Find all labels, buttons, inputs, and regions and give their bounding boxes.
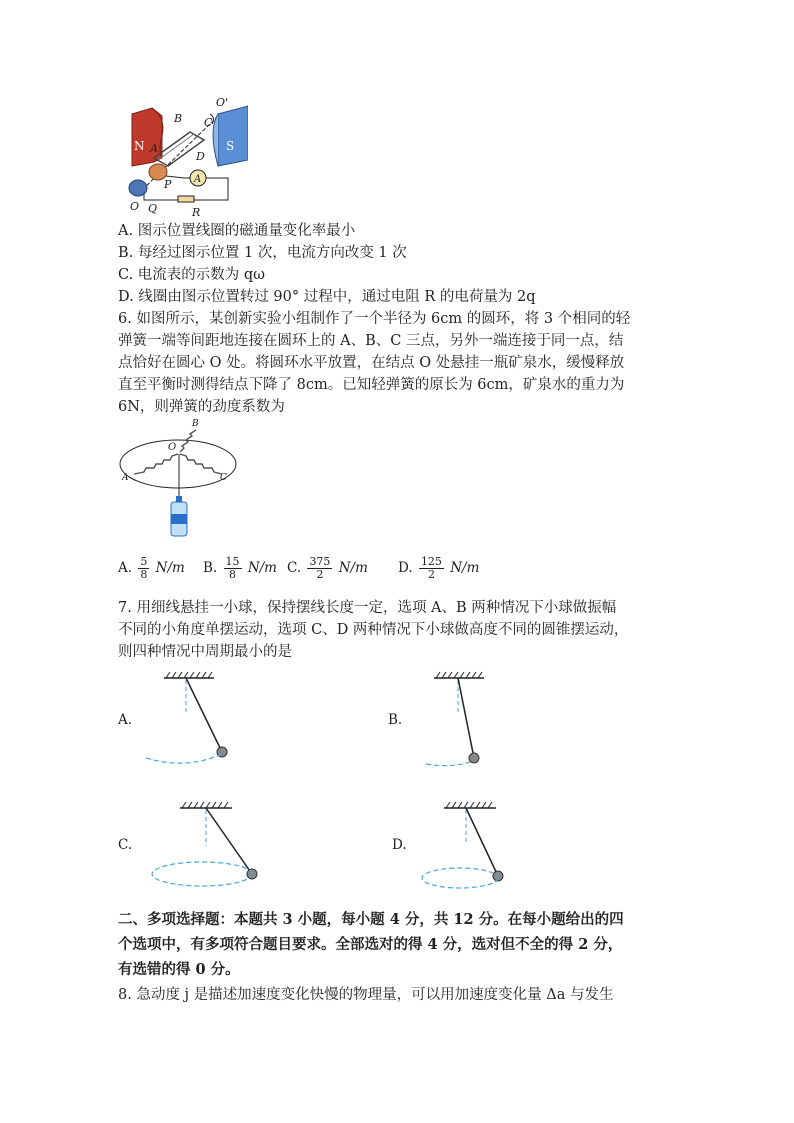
fraction-denominator: 2 — [316, 568, 324, 581]
q7-option-b-label: B. — [388, 712, 403, 728]
fraction — [307, 556, 332, 581]
fig5-label: P — [164, 178, 172, 191]
fig5-label: D — [196, 150, 205, 163]
pendulum-figure-a — [146, 670, 246, 770]
unit: N/m — [247, 560, 277, 576]
q8-text-line: 8. 急动度 j 是描述加速度变化快慢的物理量，可以用加速度变化量 Δa 与发生 — [118, 987, 614, 1003]
q5-option-c: C. 电流表的示数为 qω — [118, 267, 266, 283]
fig5-label: N — [134, 139, 145, 153]
fig5-label: O — [130, 200, 140, 213]
q6-text-line: 6N，则弹簧的劲度系数为 — [118, 399, 285, 415]
unit: N/m — [450, 560, 480, 576]
pendulum-figure-d — [420, 800, 520, 892]
option-label: D. — [398, 560, 413, 576]
fraction-numerator: 125 — [420, 555, 442, 568]
unit: N/m — [338, 560, 368, 576]
pendulum-figure-b — [420, 670, 520, 770]
fig5-label: S — [226, 139, 235, 153]
fig6-label: B — [192, 419, 199, 429]
q7-text-line: 7. 用细线悬挂一小球，保持摆线长度一定，选项 A、B 两种情况下小球做振幅 — [118, 600, 617, 616]
q6-option-c — [287, 556, 368, 581]
fraction-denominator: 2 — [427, 568, 435, 581]
section2-heading-line: 个选项中，有多项符合题目要求。全部选对的得 4 分，选对但不全的得 2 分， — [118, 936, 623, 953]
section2-heading-line: 二、多项选择题：本题共 3 小题，每小题 4 分，共 12 分。在每小题给出的四 — [118, 911, 624, 928]
q7-option-a-label: A. — [118, 712, 133, 728]
generator-figure — [118, 96, 248, 220]
q6-option-d — [398, 556, 479, 581]
q7-option-c-label: C. — [118, 837, 133, 853]
fraction-denominator: 8 — [140, 568, 148, 581]
fig5-label: A — [150, 142, 158, 155]
fig5-label: O' — [216, 96, 229, 109]
spring-ring-figure — [116, 418, 244, 542]
option-label: B. — [203, 560, 218, 576]
option-label: C. — [287, 560, 302, 576]
q5-option-d: D. 线圈由图示位置转过 90° 过程中，通过电阻 R 的电荷量为 2q — [118, 289, 536, 305]
fraction-denominator: 8 — [229, 568, 237, 581]
q6-text-line: 点恰好在圆心 O 处。将圆环水平放置，在结点 O 处悬挂一瓶矿泉水，缓慢释放 — [118, 355, 625, 371]
fig5-label: R — [192, 206, 201, 219]
fig5-label: A — [194, 174, 202, 185]
unit: N/m — [155, 560, 185, 576]
fraction-numerator: 375 — [309, 555, 331, 568]
fraction-numerator: 5 — [140, 555, 148, 568]
fig6-label: A — [122, 473, 129, 483]
fig5-label: B — [174, 112, 183, 125]
q6-text-line: 直至平衡时测得结点下降了 8cm。已知轻弹簧的原长为 6cm，矿泉水的重力为 — [118, 377, 625, 393]
fraction-numerator: 15 — [225, 555, 240, 568]
q5-option-a: A. 图示位置线圈的磁通量变化率最小 — [118, 223, 356, 239]
q7-text-line: 不同的小角度单摆运动，选项 C、D 两种情况下小球做高度不同的圆锥摆运动， — [118, 622, 629, 638]
q5-option-b: B. 每经过图示位置 1 次，电流方向改变 1 次 — [118, 245, 407, 261]
q6-text-line: 6. 如图所示，某创新实验小组制作了一个半径为 6cm 的圆环，将 3 个相同的轻 — [118, 311, 631, 327]
fraction — [419, 556, 444, 581]
fraction — [224, 556, 242, 581]
fig6-label: C — [220, 473, 227, 483]
q7-text-line: 则四种情况中周期最小的是 — [118, 644, 292, 660]
fraction — [138, 556, 149, 581]
q6-option-b — [203, 556, 277, 581]
pendulum-figure-c — [150, 800, 270, 892]
section2-heading-line: 有选错的得 0 分。 — [118, 961, 240, 978]
fig5-label: Q — [148, 202, 158, 215]
fig5-label: C — [204, 116, 213, 129]
option-label: A. — [118, 560, 133, 576]
q6-option-a — [118, 556, 185, 581]
q7-option-d-label: D. — [392, 837, 407, 853]
q6-text-line: 弹簧一端等间距地连接在圆环上的 A、B、C 三点，另外一端连接于同一点，结 — [118, 333, 624, 349]
fig6-label: O — [168, 442, 177, 453]
